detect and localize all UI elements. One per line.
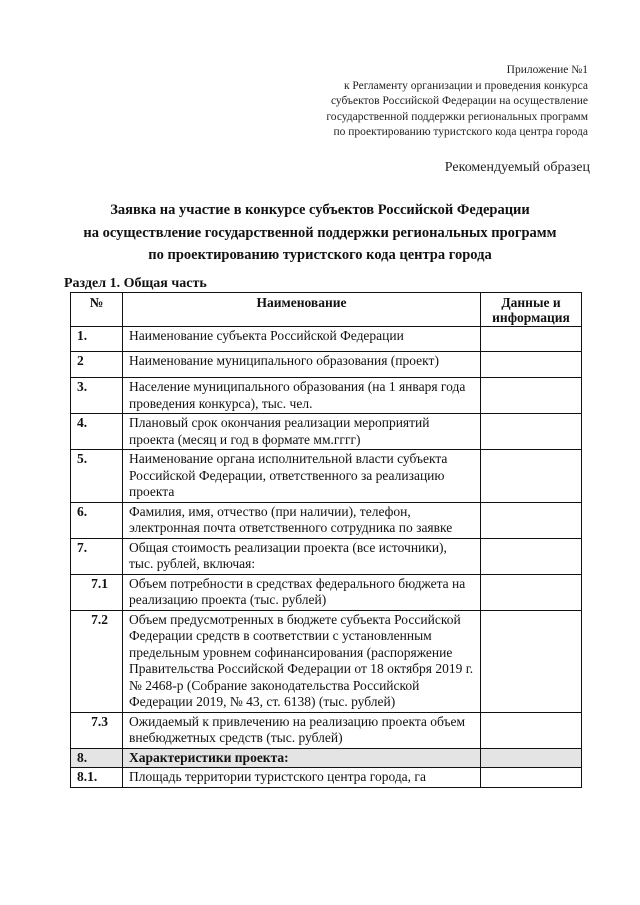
appendix-line: государственной поддержки региональных программ	[326, 110, 588, 123]
row-number: 2	[71, 352, 123, 378]
header-name: Наименование	[123, 293, 481, 327]
row-number: 3.	[71, 378, 123, 414]
table-row	[71, 502, 582, 538]
table-row	[71, 610, 582, 712]
row-number: 8.	[71, 748, 123, 768]
header-number: №	[71, 293, 123, 327]
row-name: Ожидаемый к привлечению на реализацию проекта объем внебюджетных средств (тыс. рублей)	[123, 712, 481, 748]
table-row	[71, 450, 582, 503]
row-data-cell	[481, 450, 582, 503]
table-row	[71, 352, 582, 378]
row-name: Объем потребности в средствах федерального бюджета на реализацию проекта (тыс. рублей)	[123, 574, 481, 610]
table-row	[71, 538, 582, 574]
row-data-cell	[481, 574, 582, 610]
row-name: Наименование субъекта Российской Федерации	[123, 327, 481, 352]
appendix-line: Приложение №1	[506, 64, 588, 76]
table-row	[71, 414, 582, 450]
row-name: Характеристики проекта:	[123, 748, 481, 768]
appendix-block	[326, 63, 588, 141]
table-row	[71, 378, 582, 414]
table-row	[71, 574, 582, 610]
application-table	[70, 292, 582, 788]
table-row	[71, 712, 582, 748]
section-title: Раздел 1. Общая часть	[64, 276, 207, 291]
sample-label: Рекомендуемый образец	[444, 160, 590, 175]
row-data-cell	[481, 414, 582, 450]
row-number: 4.	[71, 414, 123, 450]
row-name: Наименование муниципального образования (проект)	[123, 352, 481, 378]
row-data-cell	[481, 378, 582, 414]
title-line: Заявка на участие в конкурсе субъектов Российской Федерации	[110, 202, 530, 218]
row-name: Население муниципального образования (на 1 января года проведения конкурса), тыс. чел.	[123, 378, 481, 414]
row-number: 7.2	[71, 610, 123, 712]
row-data-cell	[481, 768, 582, 788]
row-name: Площадь территории туристского центра города, га	[123, 768, 481, 788]
row-data-cell	[481, 502, 582, 538]
row-number: 6.	[71, 502, 123, 538]
table-row	[71, 768, 582, 788]
row-data-cell	[481, 610, 582, 712]
row-data-cell	[481, 352, 582, 378]
table-row-section	[71, 748, 582, 768]
row-name: Плановый срок окончания реализации мероприятий проекта (месяц и год в формате мм.гггг)	[123, 414, 481, 450]
row-number: 7.1	[71, 574, 123, 610]
header-data: Данные и информация	[481, 293, 582, 327]
table-header-row	[71, 293, 582, 327]
row-number: 7.3	[71, 712, 123, 748]
row-number: 5.	[71, 450, 123, 503]
row-data-cell	[481, 748, 582, 768]
appendix-line: по проектированию туристского кода центра города	[333, 126, 588, 138]
row-number: 7.	[71, 538, 123, 574]
appendix-line: субъектов Российской Федерации на осуществление	[330, 95, 588, 107]
row-name: Общая стоимость реализации проекта (все источники), тыс. рублей, включая:	[123, 538, 481, 574]
table-row	[71, 327, 582, 352]
row-data-cell	[481, 712, 582, 748]
row-data-cell	[481, 327, 582, 352]
title-line: по проектированию туристского кода центра города	[148, 247, 492, 263]
document-title	[0, 199, 640, 267]
row-data-cell	[481, 538, 582, 574]
row-name: Фамилия, имя, отчество (при наличии), телефон, электронная почта ответственного сотрудника по заявке	[123, 502, 481, 538]
title-line: на осуществление государственной поддержки региональных программ	[83, 224, 557, 241]
appendix-line: к Регламенту организации и проведения конкурса	[343, 79, 588, 92]
row-number: 8.1.	[71, 768, 123, 788]
row-name: Наименование органа исполнительной власти субъекта Российской Федерации, ответственного за реализацию проекта	[123, 450, 481, 503]
row-number: 1.	[71, 327, 123, 352]
row-name: Объем предусмотренных в бюджете субъекта Российской Федерации средств в соответствии с установленным предельным уровнем софинансирования (распоряжение Правительства Российской Федерации от 18 октября 2019 г. № 2468-р (Собрание законодательства Российской Федерации 2019, № 43, ст. 6138) (тыс. рублей)	[123, 610, 481, 712]
